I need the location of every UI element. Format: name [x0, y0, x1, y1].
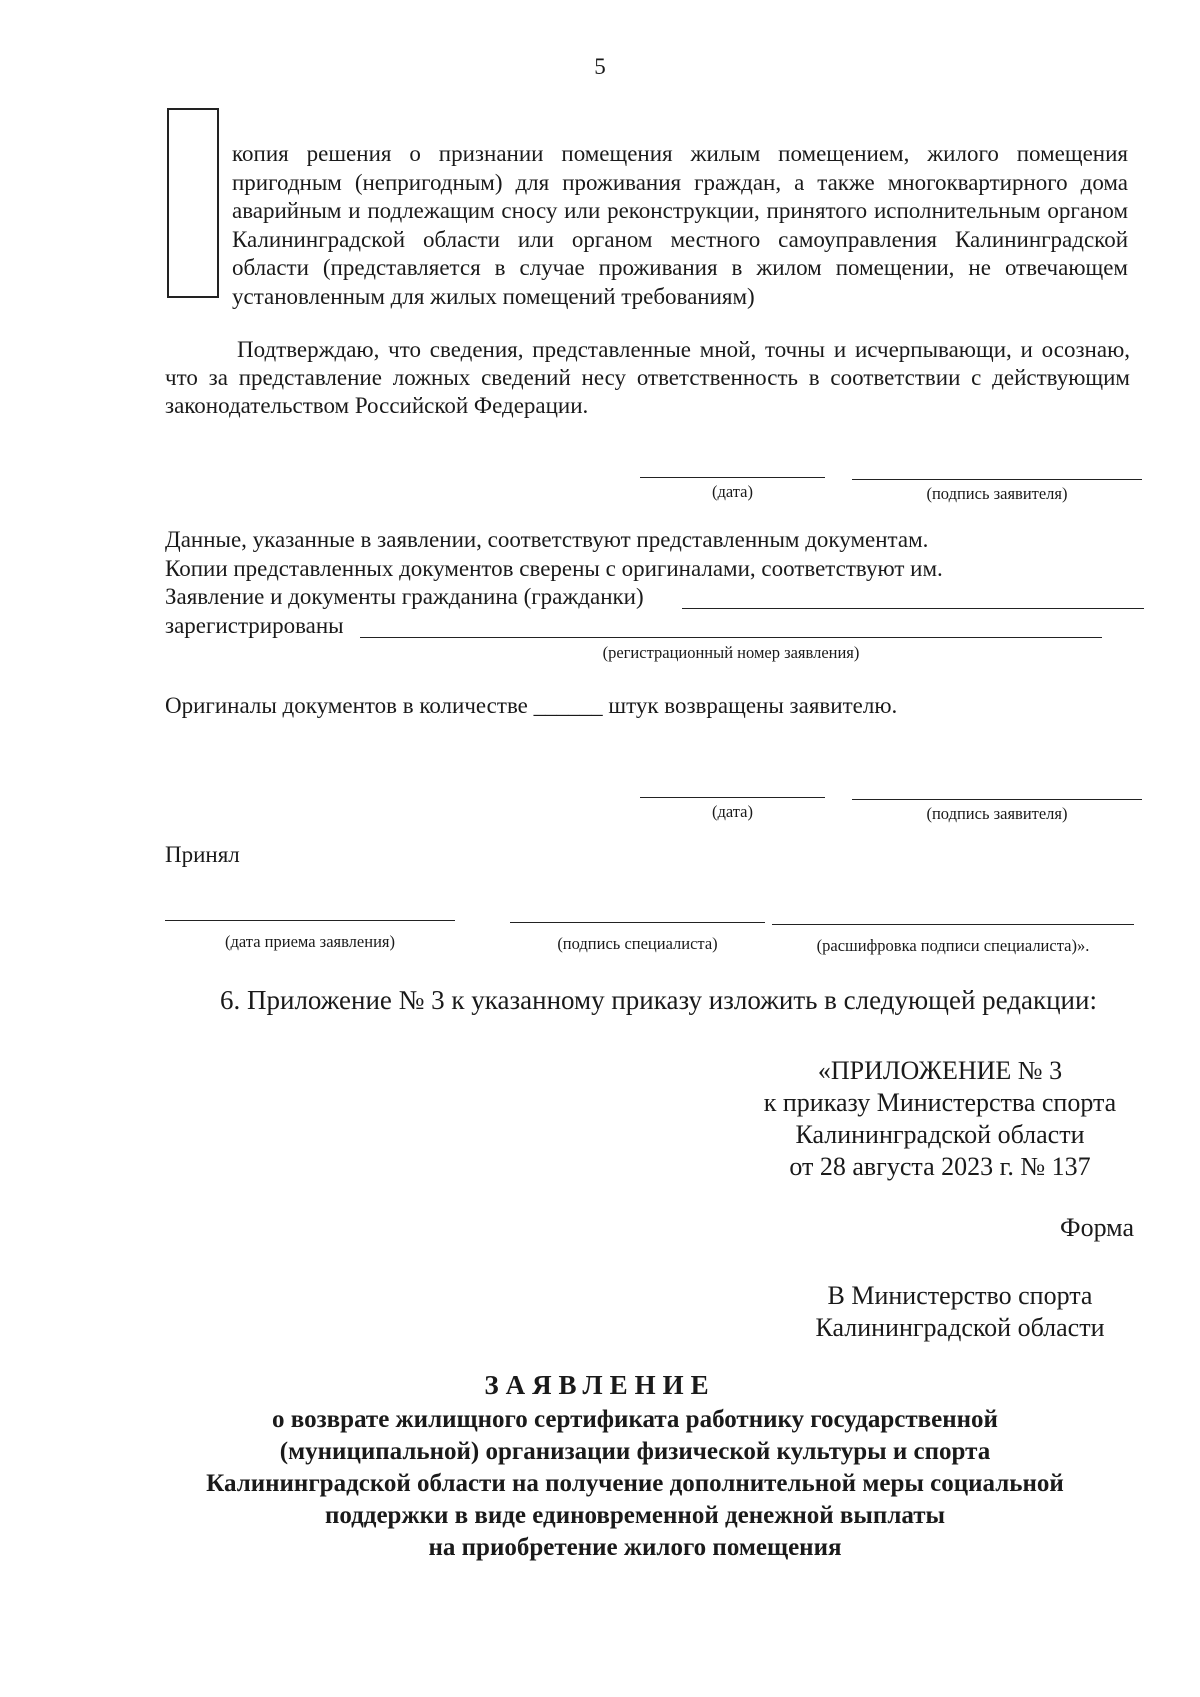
- appendix-line-1: «ПРИЛОЖЕНИЕ № 3: [817, 1056, 1063, 1085]
- accepted-label: Принял: [165, 842, 240, 867]
- specialist-signature-caption: (подпись специалиста): [557, 934, 718, 953]
- citizen-name-line: [682, 608, 1144, 609]
- signature-line-2: [852, 799, 1142, 800]
- checkbox-item-text: копия решения о признании помещения жилым помещением, жилого помещения пригодным (непригодным) для проживания граждан, а также многоквартирного дома аварийным и подлежащим сносу или реконструкции, принятого исполнительным органом Калининградской области или органом местного самоуправления Калининградской области (представляется в случае проживания в жилом помещении, не отвечающем установленным для жилых помещений требованиям): [232, 141, 1128, 309]
- subtitle-line-3: Калининградской области на получение дополнительной меры социальной: [206, 1470, 1064, 1497]
- date-line-2: [640, 797, 825, 798]
- originals-suffix: штук возвращены заявителю.: [608, 693, 898, 718]
- document-checkbox[interactable]: [167, 108, 219, 298]
- specialist-signature-line: [510, 922, 765, 923]
- date-caption-1: (дата): [711, 482, 754, 501]
- accept-date-line: [165, 920, 455, 921]
- appendix-header: [740, 1055, 1140, 1183]
- subtitle-line-5: на приобретение жилого помещения: [428, 1534, 842, 1561]
- appendix-line-3: Калининградской области: [795, 1120, 1085, 1149]
- reg-number-caption: (регистрационный номер заявления): [602, 643, 860, 662]
- specialist-name-caption: (расшифровка подписи специалиста)».: [816, 936, 1090, 955]
- section-6-text: 6. Приложение № 3 к указанному приказу изложить в следующей редакции:: [220, 985, 1097, 1015]
- signature-caption-2: (подпись заявителя): [926, 804, 1068, 823]
- originals-line: [165, 693, 897, 719]
- registration-line-4: зарегистрированы: [165, 613, 344, 638]
- registration-line-2: Копии представленных документов сверены с оригиналами, соответствуют им.: [165, 556, 943, 581]
- registration-line-3: Заявление и документы гражданина (гражданки): [165, 584, 644, 609]
- subtitle-line-2: (муниципальной) организации физической культуры и спорта: [279, 1438, 991, 1465]
- originals-blank: ______: [533, 693, 603, 718]
- document-subtitle: [140, 1404, 1130, 1564]
- date-line-1: [640, 477, 825, 478]
- accept-date-caption: (дата приема заявления): [225, 932, 395, 951]
- document-title: ЗАЯВЛЕНИЕ: [484, 1370, 716, 1400]
- subtitle-line-1: о возврате жилищного сертификата работнику государственной: [272, 1406, 998, 1433]
- addressee-line-2: Калининградской области: [815, 1313, 1105, 1342]
- originals-prefix: Оригиналы документов в количестве: [165, 693, 528, 718]
- specialist-name-line: [772, 924, 1134, 925]
- signature-line-1: [852, 479, 1142, 480]
- page-number: 5: [594, 54, 606, 79]
- addressee-block: [780, 1280, 1140, 1344]
- registration-line-1: Данные, указанные в заявлении, соответствуют представленным документам.: [165, 527, 929, 552]
- appendix-line-2: к приказу Министерства спорта: [763, 1088, 1117, 1117]
- date-caption-2: (дата): [711, 802, 754, 821]
- form-label: Форма: [1060, 1213, 1134, 1242]
- addressee-line-1: В Министерство спорта: [827, 1281, 1093, 1310]
- appendix-line-4: от 28 августа 2023 г. № 137: [789, 1152, 1091, 1181]
- confirmation-paragraph: Подтверждаю, что сведения, представленные мной, точны и исчерпывающи, и осознаю, что за представление ложных сведений несу ответственность в соответствии с действующим законодательством Российской Федерации.: [165, 337, 1130, 418]
- signature-caption-1: (подпись заявителя): [926, 484, 1068, 503]
- reg-number-line: [360, 637, 1102, 638]
- subtitle-line-4: поддержки в виде единовременной денежной выплаты: [324, 1502, 946, 1529]
